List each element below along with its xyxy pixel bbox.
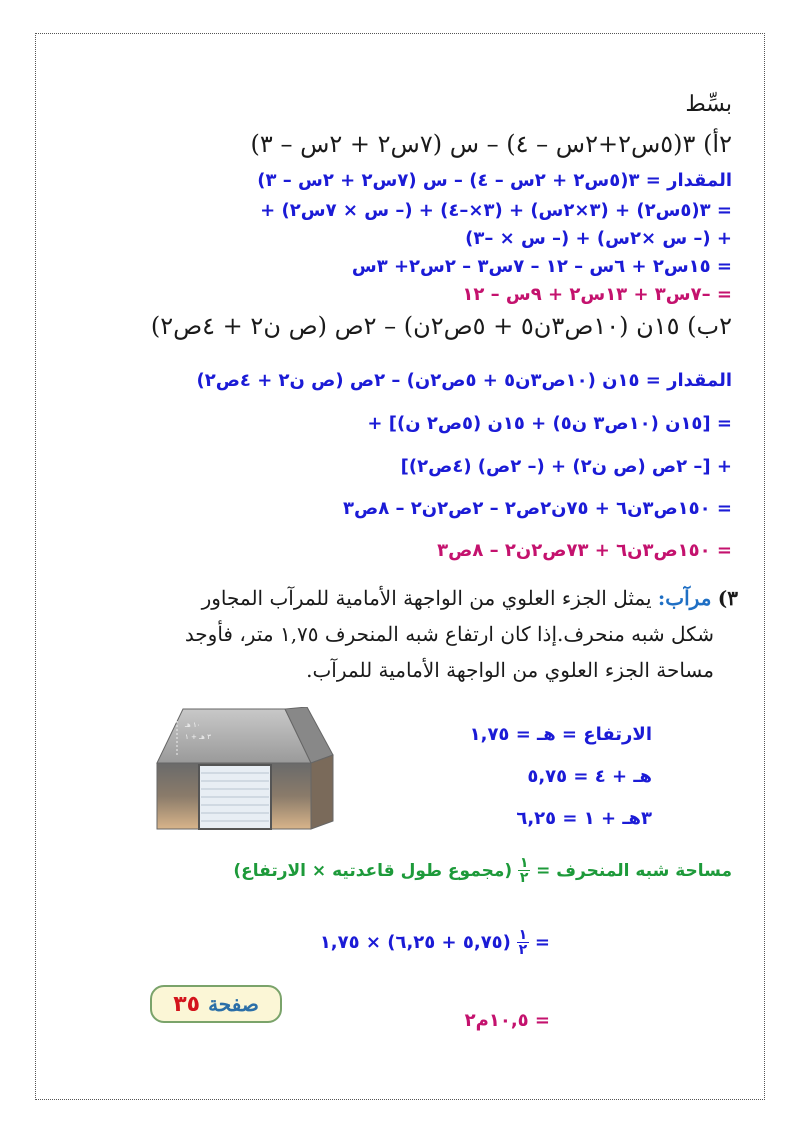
formula-label: مساحة شبه المنحرف = <box>536 860 732 881</box>
calc-rest: (٥,٧٥ + ٦,٢٥) × ١,٧٥ <box>319 932 511 953</box>
problem-3-line-3: مساحة الجزء العلوي من الواجهة الأمامية للمرآب. <box>306 658 714 682</box>
page-number: ٣٥ <box>173 991 201 1017</box>
garage-illustration <box>155 707 335 831</box>
half-fraction <box>518 856 530 885</box>
given-base-2: ٣هـ + ١ = ٦,٢٥ <box>516 808 652 829</box>
problem-3-line-2: شكل شبه منحرف.إذا كان ارتفاع شبه المنحرف ١,٧٥ متر، فأوجد <box>184 622 714 646</box>
calc-equals: = <box>534 932 550 953</box>
problem-2a-step-4: = ١٥س٢ + ٦س – ١٢ – ٧س٣ – ٢س٢+ ٣س <box>351 256 732 277</box>
problem-2b-prompt: ٢ب) ١٥ن (١٠ص٣ن٥ + ٥ص٢ن) – ٢ص (ص ن٢ + ٤ص٢) <box>150 312 732 340</box>
problem-2a-step-3: + (– س ×٢س) + (– س × –٣) <box>465 228 732 249</box>
problem-2b-step-4: = ١٥٠ص٣ن٦ + ٧٥ن٢ص٢ – ٢ص٢ن٢ – ٨ص٣ <box>342 498 732 519</box>
problem-3-title: مرآب: <box>657 586 712 610</box>
calc-fraction-numerator: ١ <box>518 927 528 943</box>
simplify-heading: بسِّط <box>685 92 732 117</box>
problem-2a-result: = –٧س٣ + ١٣س٢ + ٩س – ١٢ <box>462 284 732 305</box>
garage-top-base-label: ١٠ هـ <box>185 721 201 729</box>
problem-3-number: ٣) <box>717 586 738 610</box>
problem-2a-step-2: = ٣(٥س٢) + (٣×٢س) + (٣×–٤) + (– س × ٧س٢) + <box>260 200 732 221</box>
page-word: صفحة <box>208 992 259 1016</box>
problem-2b-step-2: = [١٥ن (١٠ص٣ ن٥) + ١٥ن (٥ص٢ ن)] + <box>367 413 732 434</box>
fraction-denominator: ٢ <box>519 870 529 886</box>
given-base-1: هـ + ٤ = ٥,٧٥ <box>527 766 652 787</box>
final-answer: = ١٠,٥م٢ <box>464 1010 550 1031</box>
area-calculation <box>320 928 550 957</box>
calc-half-fraction <box>517 928 529 957</box>
problem-2b-step-1: المقدار = ١٥ن (١٠ص٣ن٥ + ٥ص٢ن) – ٢ص (ص ن٢ + ٤ص٢) <box>196 370 732 391</box>
formula-rest: (مجموع طول قاعدتيه × الارتفاع) <box>233 860 513 881</box>
calc-fraction-denominator: ٢ <box>518 942 528 958</box>
problem-2b-step-3: + [– ٢ص (ص ن٢) + (– ٢ص) (٤ص٢)] <box>400 456 732 477</box>
fraction-numerator: ١ <box>519 855 529 871</box>
problem-2a-prompt: ٢أ) ٣(٥س٢+٢س – ٤) – س (٧س٢ + ٢س – ٣) <box>250 130 732 158</box>
garage-bottom-base-label: ٣ هـ + ١ <box>185 733 211 741</box>
given-height: الارتفاع = هـ = ١,٧٥ <box>469 724 652 745</box>
page-number-badge <box>150 985 282 1023</box>
trapezoid-area-formula <box>233 856 732 885</box>
problem-3-line-1: يمثل الجزء العلوي من الواجهة الأمامية للمرآب المجاور <box>201 586 652 610</box>
problem-2a-step-1: المقدار = ٣(٥س٢ + ٢س – ٤) – س (٧س٢ + ٢س – ٣) <box>257 170 732 191</box>
problem-3-text <box>98 580 738 688</box>
problem-2b-result: = ١٥٠ص٣ن٦ + ٧٣ص٢ن٢ – ٨ص٣ <box>437 540 732 561</box>
